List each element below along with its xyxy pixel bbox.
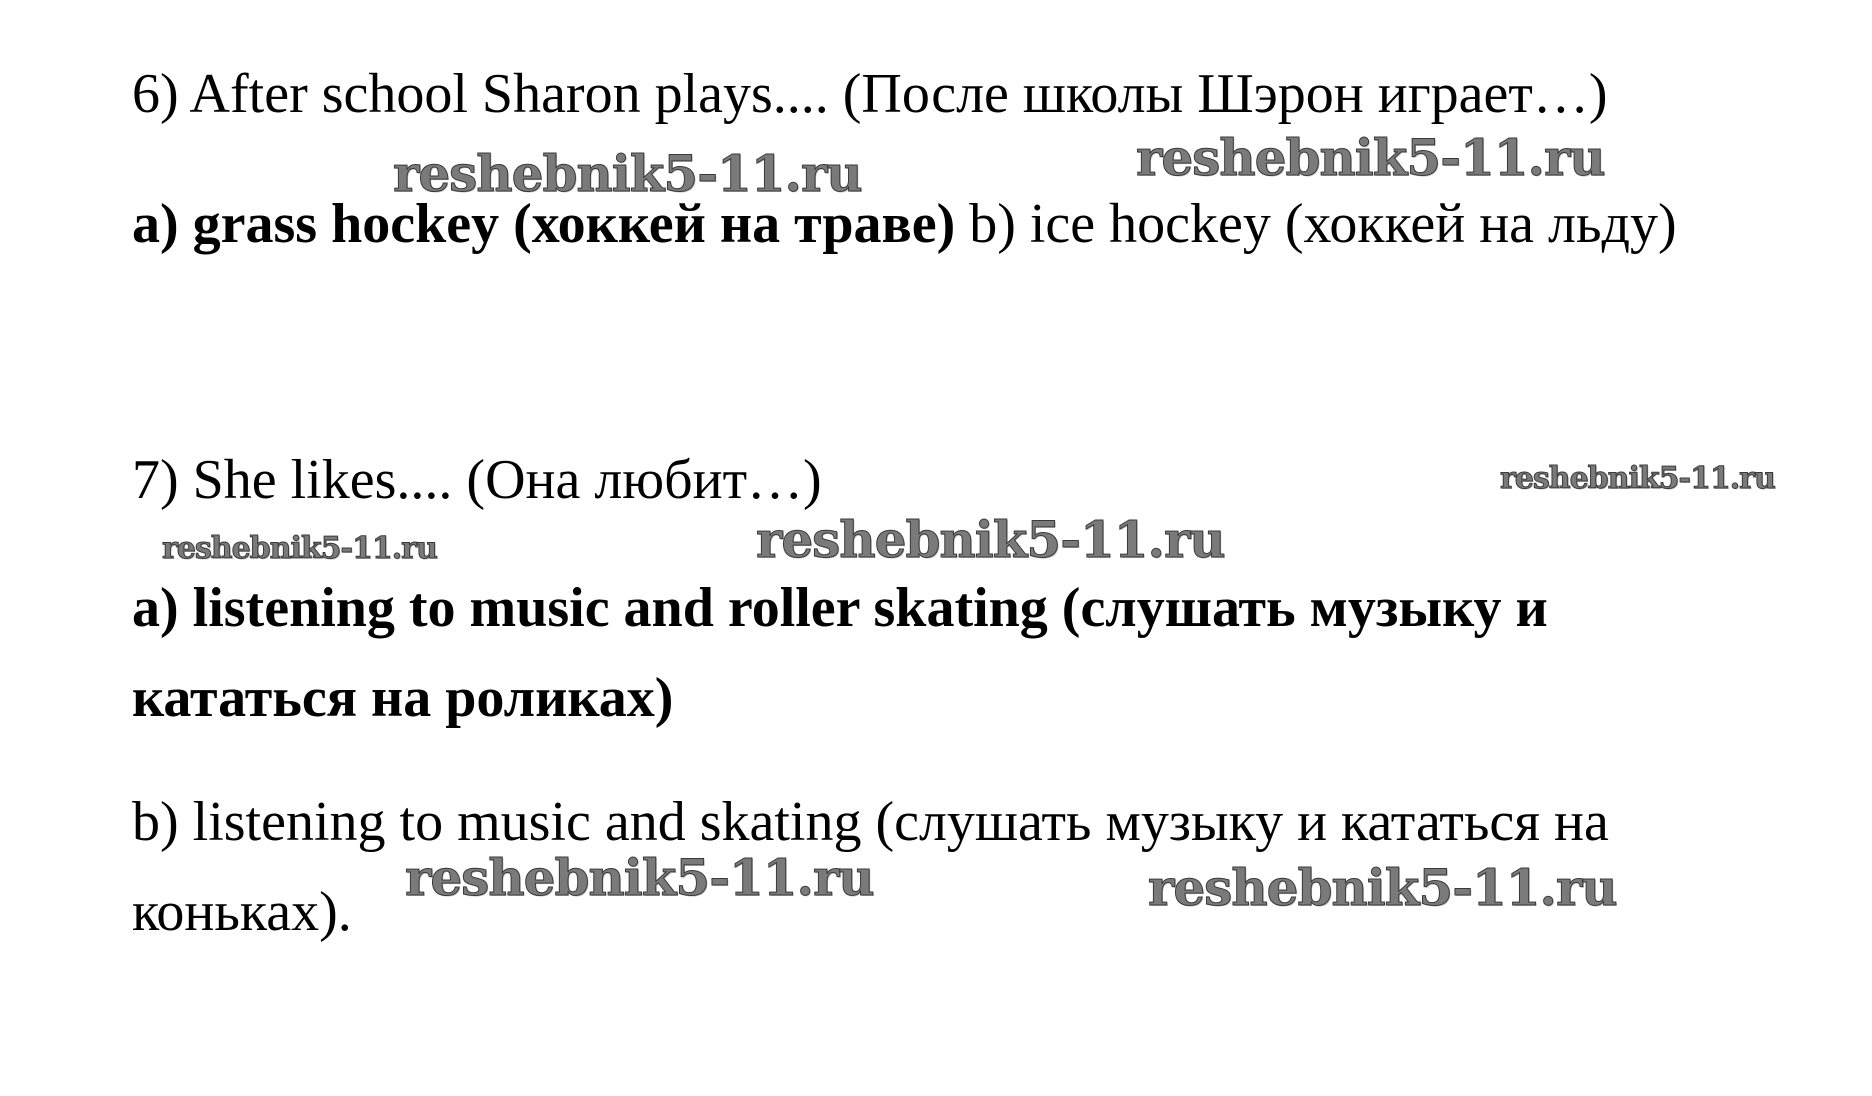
answer-6-b: b) ice hockey (хоккей на льду) — [955, 193, 1677, 255]
watermark: reshebnik5-11.ru — [393, 144, 862, 203]
answer-6 — [132, 192, 1677, 256]
watermark: reshebnik5-11.ru — [1136, 128, 1605, 187]
question-6: 6) After school Sharon plays.... (После школы Шэрон играет…) — [132, 63, 1608, 125]
answer-7-b-line1: b) listening to music and skating (слушать музыку и кататься на — [132, 791, 1609, 853]
watermark: reshebnik5-11.ru — [405, 848, 874, 907]
watermark: reshebnik5-11.ru — [162, 531, 437, 566]
answer-7-a-line1: a) listening to music and roller skating (слушать музыку и — [132, 577, 1548, 639]
answer-7-a-line2: кататься на роликах) — [132, 667, 674, 729]
question-7: 7) She likes.... (Она любит…) — [132, 449, 822, 511]
watermark: reshebnik5-11.ru — [1500, 461, 1775, 496]
watermark: reshebnik5-11.ru — [1148, 858, 1617, 917]
watermark: reshebnik5-11.ru — [756, 510, 1225, 569]
answer-6-a: a) grass hockey (хоккей на траве) — [132, 193, 956, 255]
answer-7-b-line2: коньках). — [132, 881, 352, 943]
